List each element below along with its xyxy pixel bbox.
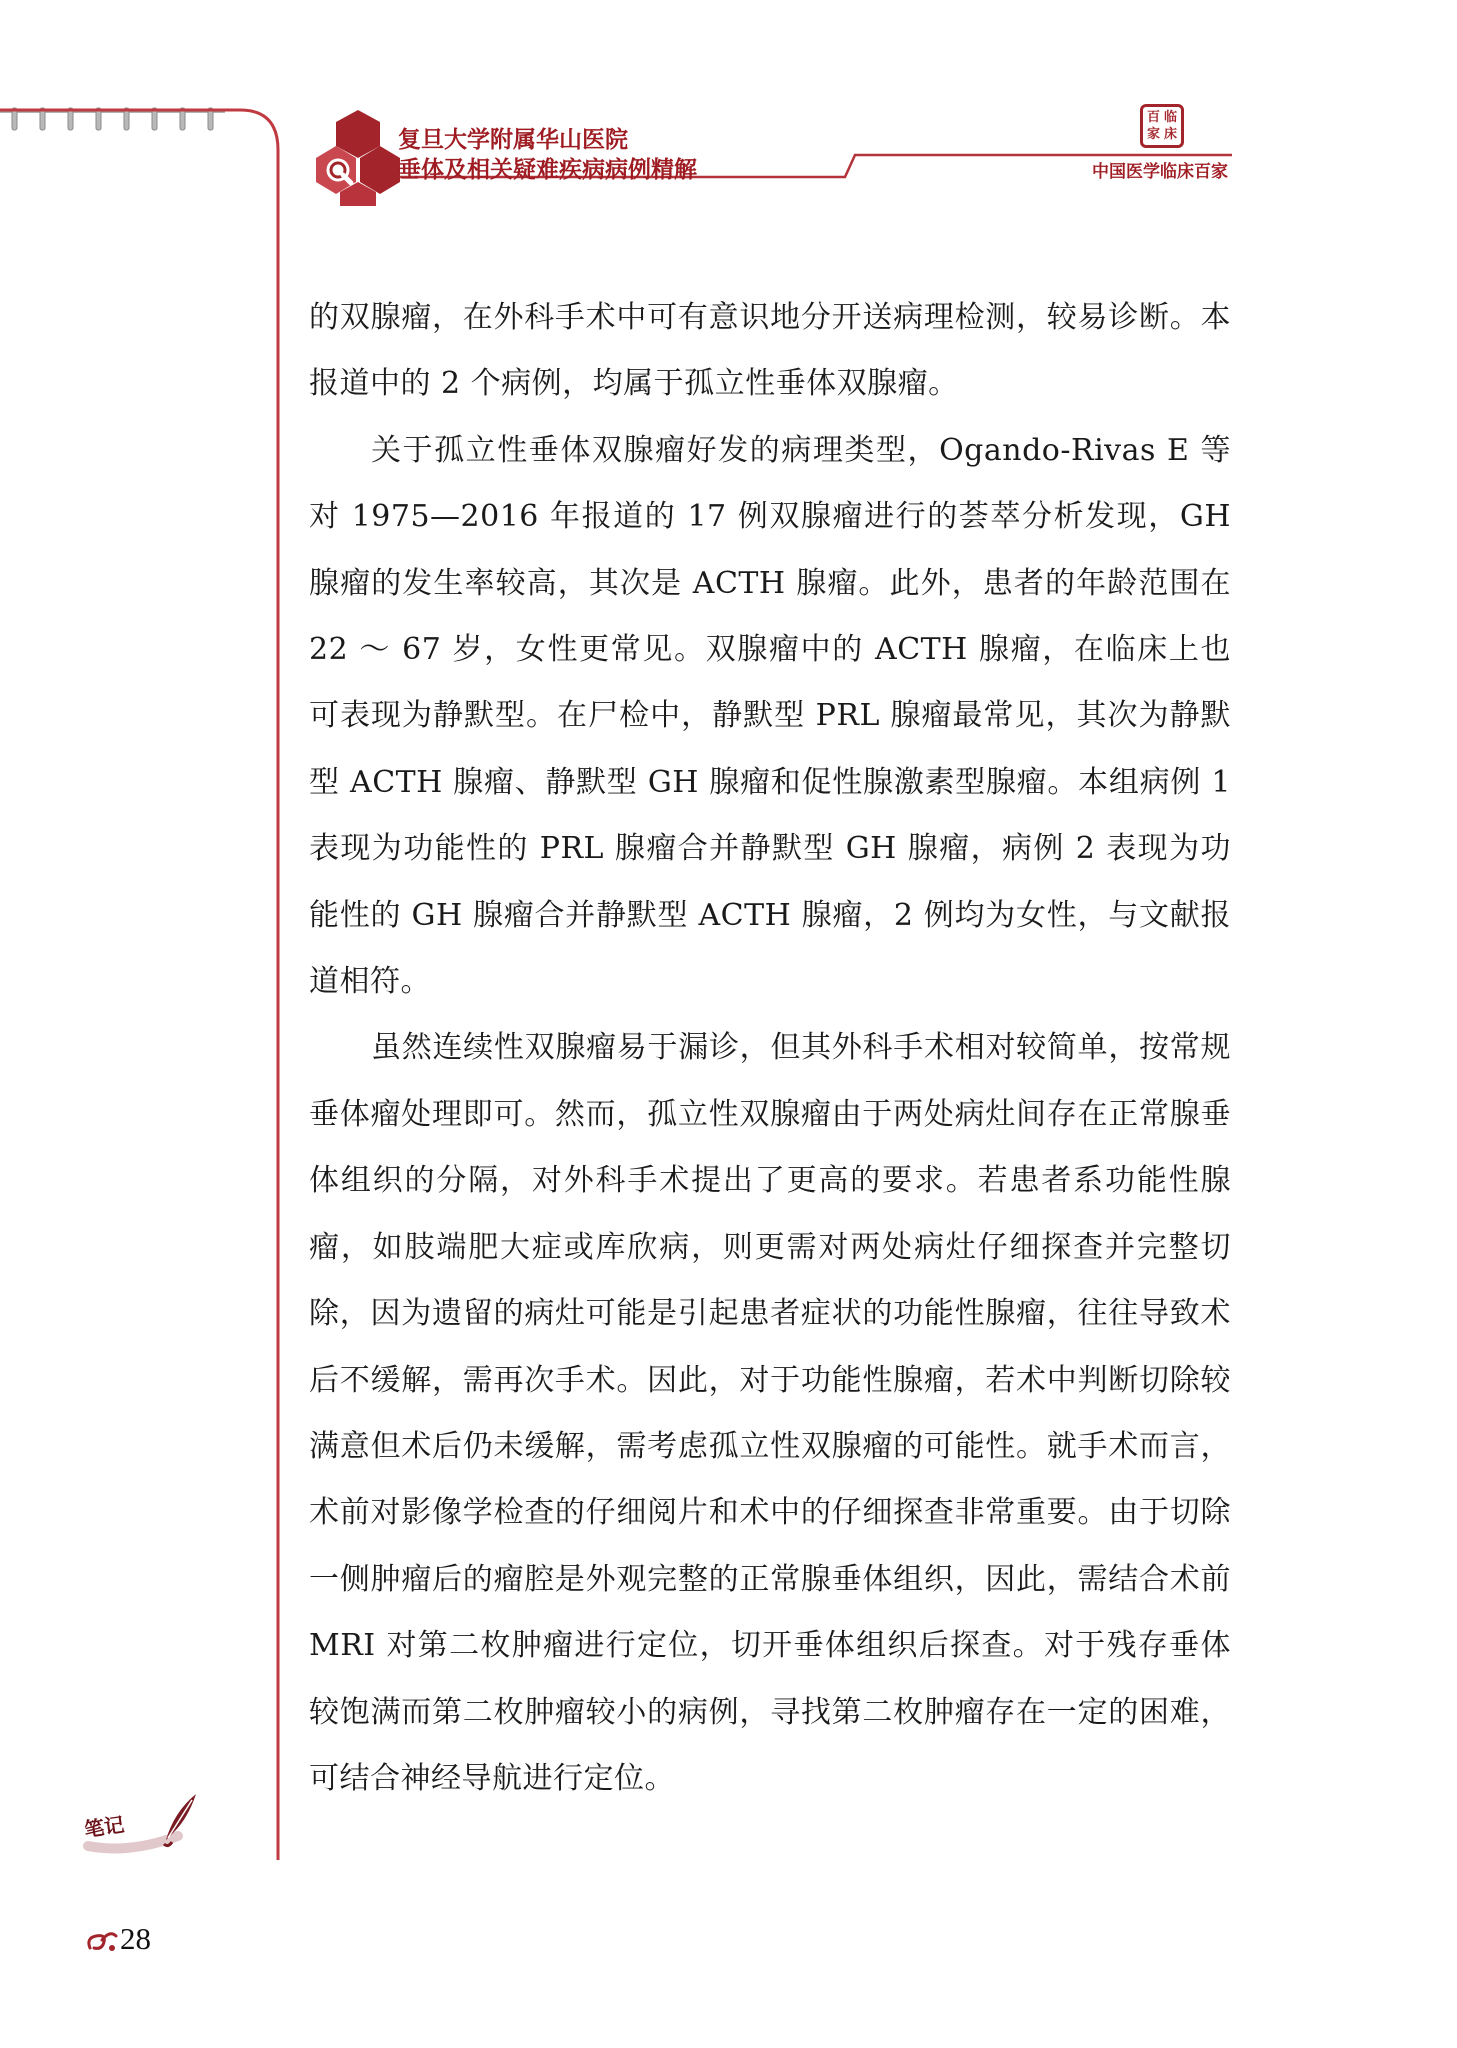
seal-char: 家: [1146, 127, 1160, 142]
book-title: 垂体及相关疑难疾病病例精解: [398, 157, 697, 183]
page-number: 28: [120, 1921, 151, 1956]
page-ornament-icon: [84, 1926, 120, 1956]
margin-rule: [0, 0, 300, 1880]
hospital-name: 复旦大学附属华山医院: [398, 127, 628, 153]
series-seal-icon: [1140, 104, 1184, 148]
header-rule: [0, 0, 1457, 200]
body-text: [309, 285, 1231, 1812]
running-header: [0, 0, 1457, 200]
series-name: 中国医学临床百家: [1092, 162, 1228, 182]
paragraph-continued: 的双腺瘤，在外科手术中可有意识地分开送病理检测，较易诊断。本报道中的 2 个病例，均属于孤立性垂体双腺瘤。: [309, 300, 1231, 402]
paragraph: 关于孤立性垂体双腺瘤好发的病理类型，Ogando-Rivas E 等对 1975—2016 年报道的 17 例双腺瘤进行的荟萃分析发现，GH 腺瘤的发生率较高，其次是 ACTH 腺瘤。此外，患者的年龄范围在 22 ～ 67 岁，女性更常见。双腺瘤中的 ACTH 腺瘤，在临床上也可表现为静默型。在尸检中，静默型 PRL 腺瘤最常见，其次为静默型 ACTH 腺瘤、静默型 GH 腺瘤和促性腺激素型腺瘤。本组病例 1 表现为功能性的 PRL 腺瘤合并静默型 GH 腺瘤，病例 2 表现为功能性的 GH 腺瘤合并静默型 ACTH 腺瘤，2 例均为女性，与文献报道相符。: [309, 432, 1231, 1000]
hexagon-magnifier-logo: [310, 106, 406, 206]
seal-char: 床: [1163, 127, 1177, 142]
seal-char: 百: [1146, 110, 1160, 125]
notes-label: 笔记: [82, 1812, 126, 1842]
seal-char: 临: [1163, 110, 1177, 125]
paragraph: 虽然连续性双腺瘤易于漏诊，但其外科手术相对较简单，按常规垂体瘤处理即可。然而，孤立性双腺瘤由于两处病灶间存在正常腺垂体组织的分隔，对外科手术提出了更高的要求。若患者系功能性腺瘤，如肢端肥大症或库欣病，则更需对两处病灶仔细探查并完整切除，因为遗留的病灶可能是引起患者症状的功能性腺瘤，往往导致术后不缓解，需再次手术。因此，对于功能性腺瘤，若术中判断切除较满意但术后仍未缓解，需考虑孤立性双腺瘤的可能性。就手术而言，术前对影像学检查的仔细阅片和术中的仔细探查非常重要。由于切除一侧肿瘤后的瘤腔是外观完整的正常腺垂体组织，因此，需结合术前 MRI 对第二枚肿瘤进行定位，切开垂体组织后探查。对于残存垂体较饱满而第二枚肿瘤较小的病例，寻找第二枚肿瘤存在一定的困难，可结合神经导航进行定位。: [309, 1030, 1231, 1796]
